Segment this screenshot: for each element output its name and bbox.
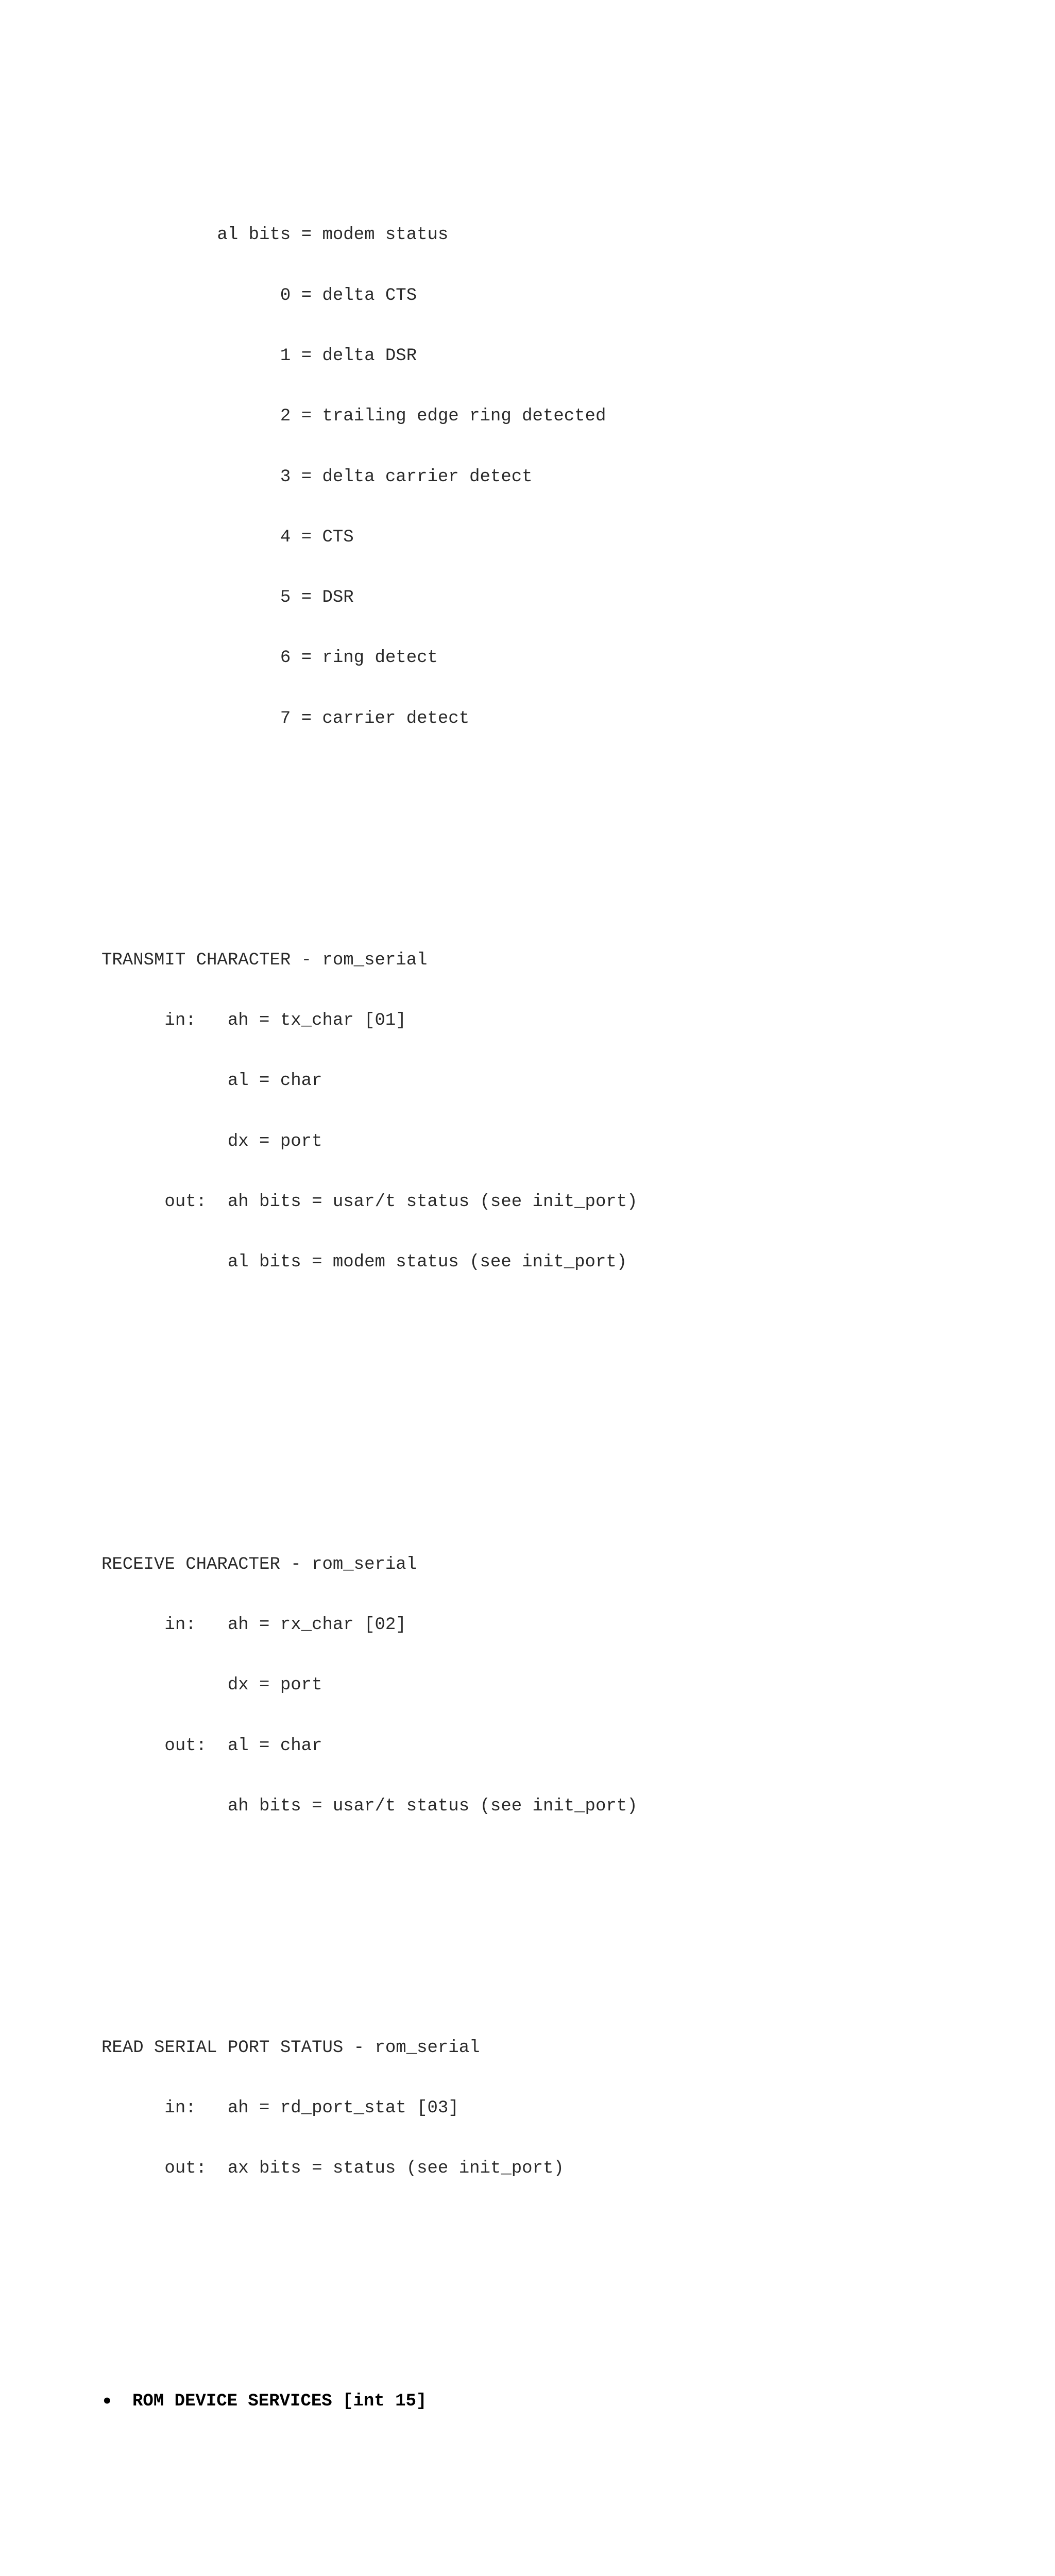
spacer (101, 1434, 638, 1454)
read-serial-port-status-block (101, 1998, 638, 2219)
code-line: in: ah = rx_char [02] (101, 1615, 406, 1635)
spacer (101, 2280, 638, 2331)
section-heading-text: ROM DEVICE SERVICES [int 15] (132, 2392, 427, 2412)
section-heading (101, 2392, 638, 2412)
code-line: 3 = delta carrier detect (101, 467, 533, 487)
code-line: dx = port (101, 1131, 322, 1151)
code-line: dx = port (101, 1675, 322, 1696)
code-line: al bits = modem status (101, 225, 449, 245)
document-body (101, 125, 638, 2576)
spacer (101, 1917, 638, 1937)
code-line: 5 = DSR (101, 588, 354, 608)
receive-character-block (101, 1514, 638, 1857)
code-line: al = char (101, 1071, 322, 1091)
transmit-character-block (101, 910, 638, 1313)
bullet-icon: • (101, 2391, 113, 2412)
code-line: 1 = delta DSR (101, 346, 417, 366)
code-line: in: ah = rd_port_stat [03] (101, 2098, 459, 2119)
code-line: out: ah bits = usar/t status (see init_port) (101, 1192, 638, 1212)
code-line: al bits = modem status (see init_port) (101, 1252, 627, 1273)
code-line: 6 = ring detect (101, 648, 438, 668)
spacer (101, 829, 638, 850)
code-line: out: al = char (101, 1736, 322, 1756)
function-title: RECEIVE CHARACTER - rom_serial (101, 1554, 417, 1574)
spacer (101, 2472, 638, 2493)
spacer (101, 1374, 638, 1394)
code-line: 0 = delta CTS (101, 285, 417, 306)
cassette-motor-on-block (101, 2553, 638, 2576)
function-title: TRANSMIT CHARACTER - rom_serial (101, 950, 428, 970)
modem-status-block (101, 185, 638, 769)
code-line: 7 = carrier detect (101, 708, 470, 728)
code-line: in: ah = tx_char [01] (101, 1011, 406, 1031)
code-line: 4 = CTS (101, 527, 354, 547)
code-line: 2 = trailing edge ring detected (101, 406, 606, 427)
code-line: out: ax bits = status (see init_port) (101, 2159, 564, 2179)
function-title: READ SERIAL PORT STATUS - rom_serial (101, 2038, 480, 2058)
code-line: ah bits = usar/t status (see init_port) (101, 1796, 638, 1816)
